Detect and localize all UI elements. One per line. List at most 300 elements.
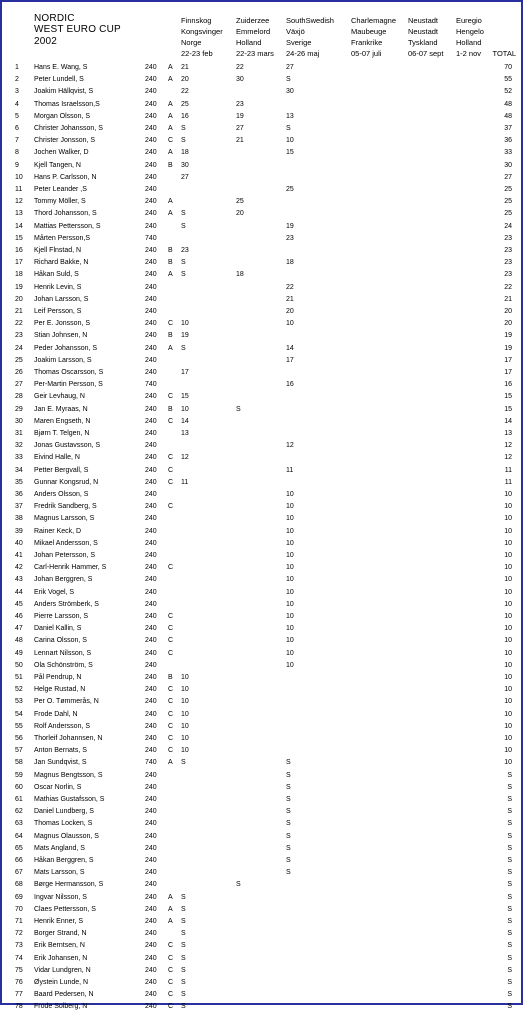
row-score-finnskog: 30 bbox=[181, 161, 189, 169]
row-rank: 38 bbox=[15, 515, 23, 523]
table-row bbox=[0, 953, 519, 965]
row-name: Erik Berntsen, N bbox=[34, 942, 85, 950]
row-class: 240 bbox=[145, 259, 157, 267]
row-rank: 73 bbox=[15, 942, 23, 950]
row-score-finnskog: 10 bbox=[181, 405, 189, 413]
row-total: 10 bbox=[504, 576, 512, 584]
row-rank: 40 bbox=[15, 539, 23, 547]
row-score-southswedish: S bbox=[286, 771, 291, 779]
row-class: 240 bbox=[145, 125, 157, 132]
row-class: 240 bbox=[145, 576, 157, 584]
row-class: 240 bbox=[145, 161, 157, 169]
row-name: Daniel Lundberg, S bbox=[34, 808, 94, 816]
table-row bbox=[0, 330, 519, 342]
row-score-finnskog: 12 bbox=[181, 454, 189, 462]
row-name: Mikael Andersson, S bbox=[34, 539, 98, 547]
row-name: Johan Berggren, S bbox=[34, 576, 93, 584]
row-name: Leif Persson, S bbox=[34, 308, 82, 315]
row-total: 10 bbox=[504, 649, 512, 657]
row-total: 13 bbox=[504, 430, 512, 437]
row-total: 12 bbox=[504, 442, 512, 450]
row-score-southswedish: 18 bbox=[286, 259, 294, 267]
row-class: 240 bbox=[145, 735, 157, 742]
row-name: Per E. Jonsson, S bbox=[34, 320, 91, 328]
row-class: 240 bbox=[145, 430, 157, 437]
row-score-southswedish: 10 bbox=[286, 320, 294, 328]
row-name: Håkan Suld, S bbox=[34, 271, 79, 279]
event-header-line: 06-07 sept bbox=[408, 49, 444, 58]
row-rank: 33 bbox=[15, 454, 23, 462]
event-header-line: Neustadt bbox=[408, 16, 439, 25]
row-rank: 77 bbox=[15, 991, 23, 999]
row-class: 240 bbox=[145, 417, 157, 425]
row-name: Christer Jonsson, S bbox=[34, 137, 96, 145]
row-rank: 78 bbox=[15, 1003, 23, 1011]
row-class: 240 bbox=[145, 625, 157, 633]
table-row bbox=[0, 989, 519, 1001]
table-row bbox=[0, 196, 519, 208]
row-total: 20 bbox=[504, 320, 512, 328]
row-class: 740 bbox=[145, 234, 157, 242]
table-row bbox=[0, 111, 519, 123]
event-header-6 bbox=[456, 15, 484, 59]
row-group: A bbox=[168, 271, 173, 279]
table-row bbox=[0, 489, 519, 501]
row-total: 10 bbox=[504, 747, 512, 755]
row-score-finnskog: 10 bbox=[181, 674, 189, 681]
row-name: Henrik Levin, S bbox=[34, 283, 82, 291]
table-row bbox=[0, 184, 519, 196]
row-rank: 7 bbox=[15, 137, 19, 145]
row-total: 12 bbox=[504, 454, 512, 462]
row-class: 240 bbox=[145, 112, 157, 120]
row-score-finnskog: 23 bbox=[181, 247, 189, 254]
row-name: Petter Bergvall, S bbox=[34, 466, 89, 474]
row-score-finnskog: S bbox=[181, 966, 186, 974]
event-header-line: Holland bbox=[456, 38, 482, 47]
event-header-line: Norge bbox=[181, 38, 202, 47]
row-name: Fredrik Sandberg, S bbox=[34, 503, 97, 511]
row-score-southswedish: 21 bbox=[286, 295, 294, 303]
row-class: 240 bbox=[145, 918, 157, 925]
row-score-finnskog: 10 bbox=[181, 320, 189, 328]
row-group: A bbox=[168, 893, 173, 901]
row-group: C bbox=[168, 722, 174, 730]
row-score-southswedish: 11 bbox=[286, 466, 294, 474]
table-row bbox=[0, 635, 519, 647]
table-row bbox=[0, 135, 519, 147]
row-name: Daniel Kallin, S bbox=[34, 625, 82, 633]
row-rank: 10 bbox=[15, 173, 23, 181]
row-rank: 5 bbox=[15, 112, 19, 120]
row-rank: 37 bbox=[15, 503, 23, 511]
table-row bbox=[0, 623, 519, 635]
row-class: 240 bbox=[145, 405, 157, 413]
row-name: Richard Bakke, N bbox=[34, 259, 89, 267]
row-total: S bbox=[507, 796, 512, 803]
row-group: C bbox=[168, 1003, 174, 1011]
row-class: 240 bbox=[145, 893, 157, 901]
table-row bbox=[0, 1001, 519, 1013]
event-header-line: Emmelord bbox=[236, 27, 271, 36]
row-name: Erik Johansen, N bbox=[34, 954, 88, 962]
row-score-finnskog: S bbox=[181, 137, 186, 145]
row-rank: 58 bbox=[15, 759, 23, 767]
row-class: 240 bbox=[145, 600, 157, 608]
row-score-southswedish: S bbox=[286, 844, 291, 852]
row-rank: 32 bbox=[15, 442, 23, 450]
row-score-finnskog: 13 bbox=[181, 430, 189, 437]
table-row bbox=[0, 818, 519, 830]
row-class: 240 bbox=[145, 613, 157, 620]
row-score-southswedish: 20 bbox=[286, 308, 294, 315]
row-class: 240 bbox=[145, 783, 157, 791]
row-score-finnskog: 14 bbox=[181, 417, 189, 425]
row-name: Anton Bernats, S bbox=[34, 747, 87, 755]
table-row bbox=[0, 257, 519, 269]
row-rank: 48 bbox=[15, 637, 23, 645]
row-rank: 27 bbox=[15, 381, 23, 389]
table-row bbox=[0, 355, 519, 367]
row-score-southswedish: S bbox=[286, 783, 291, 791]
table-row bbox=[0, 587, 519, 599]
row-rank: 53 bbox=[15, 698, 23, 706]
row-class: 240 bbox=[145, 210, 157, 218]
row-name: Jochen Walker, D bbox=[34, 149, 89, 157]
row-score-southswedish: 10 bbox=[286, 637, 294, 645]
event-header-line: Zuiderzee bbox=[236, 16, 270, 25]
row-score-southswedish: 25 bbox=[286, 186, 294, 193]
row-score-southswedish: 17 bbox=[286, 356, 294, 364]
row-class: 240 bbox=[145, 503, 157, 511]
table-row bbox=[0, 379, 519, 391]
row-group: C bbox=[168, 417, 174, 425]
row-total: 22 bbox=[504, 283, 512, 291]
row-group: A bbox=[168, 100, 173, 108]
table-row bbox=[0, 318, 519, 330]
row-name: Mårten Persson,S bbox=[34, 234, 91, 242]
row-name: Frode Dahl, N bbox=[34, 710, 78, 718]
row-group: B bbox=[168, 259, 173, 267]
row-name: Maren Engseth, N bbox=[34, 417, 91, 425]
row-rank: 30 bbox=[15, 417, 23, 425]
table-row bbox=[0, 831, 519, 843]
table-row bbox=[0, 538, 519, 550]
row-rank: 9 bbox=[15, 161, 19, 169]
row-name: Thomas Oscarsson, S bbox=[34, 369, 104, 376]
row-class: 240 bbox=[145, 930, 157, 938]
row-class: 240 bbox=[145, 710, 157, 718]
table-row bbox=[0, 221, 519, 233]
row-class: 240 bbox=[145, 991, 157, 999]
row-rank: 66 bbox=[15, 857, 23, 864]
row-class: 240 bbox=[145, 539, 157, 547]
row-score-southswedish: 10 bbox=[286, 600, 294, 608]
row-class: 240 bbox=[145, 478, 157, 486]
event-header-line: SouthSwedish bbox=[286, 16, 334, 25]
row-class: 240 bbox=[145, 369, 157, 376]
row-rank: 14 bbox=[15, 222, 23, 230]
event-header-line: 22-23 feb bbox=[181, 49, 213, 58]
table-row bbox=[0, 147, 519, 159]
row-group: C bbox=[168, 625, 174, 633]
table-row bbox=[0, 648, 519, 660]
row-name: Hans P. Carlsson, N bbox=[34, 173, 97, 181]
row-score-southswedish: 27 bbox=[286, 64, 294, 71]
row-rank: 36 bbox=[15, 491, 23, 498]
row-rank: 43 bbox=[15, 576, 23, 584]
row-class: 240 bbox=[145, 832, 157, 840]
row-name: Jan E. Myraas, N bbox=[34, 405, 88, 413]
row-total: S bbox=[507, 857, 512, 864]
table-row bbox=[0, 428, 519, 440]
row-score-finnskog: 16 bbox=[181, 112, 189, 120]
row-rank: 18 bbox=[15, 271, 23, 279]
row-score-finnskog: S bbox=[181, 942, 186, 950]
row-total: 25 bbox=[504, 186, 512, 193]
row-group: A bbox=[168, 210, 173, 218]
table-row bbox=[0, 684, 519, 696]
row-total: 10 bbox=[504, 491, 512, 498]
table-row bbox=[0, 367, 519, 379]
row-score-southswedish: S bbox=[286, 76, 291, 84]
table-row bbox=[0, 782, 519, 794]
page-title bbox=[34, 13, 121, 47]
row-score-finnskog: S bbox=[181, 271, 186, 279]
row-total: S bbox=[507, 918, 512, 925]
row-name: Mattias Pettersson, S bbox=[34, 222, 101, 230]
row-score-southswedish: 22 bbox=[286, 283, 294, 291]
row-rank: 59 bbox=[15, 771, 23, 779]
row-group: C bbox=[168, 393, 174, 401]
row-group: C bbox=[168, 966, 174, 974]
row-score-southswedish: 10 bbox=[286, 137, 294, 145]
row-score-zuiderzee: 21 bbox=[236, 137, 244, 145]
row-group: C bbox=[168, 478, 174, 486]
row-total: 23 bbox=[504, 234, 512, 242]
row-score-finnskog: 27 bbox=[181, 173, 189, 181]
row-group: C bbox=[168, 979, 174, 986]
row-class: 240 bbox=[145, 76, 157, 84]
row-score-finnskog: S bbox=[181, 125, 186, 132]
table-row bbox=[0, 794, 519, 806]
row-class: 240 bbox=[145, 966, 157, 974]
row-rank: 50 bbox=[15, 661, 23, 669]
row-name: Geir Levhaug, N bbox=[34, 393, 85, 401]
row-class: 240 bbox=[145, 222, 157, 230]
row-group: A bbox=[168, 64, 173, 71]
row-group: B bbox=[168, 332, 173, 340]
row-rank: 39 bbox=[15, 527, 23, 535]
row-rank: 17 bbox=[15, 259, 23, 267]
row-score-finnskog: 10 bbox=[181, 747, 189, 755]
row-total: 30 bbox=[504, 161, 512, 169]
event-header-line: 1-2 nov bbox=[456, 49, 482, 58]
row-score-zuiderzee: 22 bbox=[236, 64, 244, 71]
row-group: A bbox=[168, 759, 173, 767]
row-rank: 49 bbox=[15, 649, 23, 657]
row-rank: 67 bbox=[15, 869, 23, 877]
row-score-southswedish: 13 bbox=[286, 112, 294, 120]
row-total: 17 bbox=[504, 356, 512, 364]
row-score-zuiderzee: 30 bbox=[236, 76, 244, 84]
event-header-2 bbox=[236, 15, 274, 59]
row-score-southswedish: 30 bbox=[286, 88, 294, 96]
table-row bbox=[0, 599, 519, 611]
row-score-southswedish: 15 bbox=[286, 149, 294, 157]
row-name: Ola Schönström, S bbox=[34, 661, 93, 669]
row-score-finnskog: 21 bbox=[181, 64, 189, 71]
row-name: Eivind Halle, N bbox=[34, 454, 80, 462]
row-class: 240 bbox=[145, 393, 157, 401]
row-rank: 23 bbox=[15, 332, 23, 340]
row-rank: 47 bbox=[15, 625, 23, 633]
row-rank: 65 bbox=[15, 844, 23, 852]
row-rank: 45 bbox=[15, 600, 23, 608]
row-class: 240 bbox=[145, 515, 157, 523]
row-rank: 8 bbox=[15, 149, 19, 157]
row-class: 240 bbox=[145, 137, 157, 145]
row-name: Joakim Hällqvist, S bbox=[34, 88, 94, 96]
row-name: Vidar Lundgren, N bbox=[34, 966, 91, 974]
row-class: 240 bbox=[145, 979, 157, 986]
row-name: Christer Johansson, S bbox=[34, 125, 103, 132]
table-row bbox=[0, 709, 519, 721]
row-rank: 21 bbox=[15, 308, 23, 315]
table-row bbox=[0, 465, 519, 477]
table-row bbox=[0, 74, 519, 86]
row-score-finnskog: S bbox=[181, 979, 186, 986]
row-group: B bbox=[168, 247, 173, 254]
row-group: A bbox=[168, 149, 173, 157]
table-row bbox=[0, 160, 519, 172]
row-total: S bbox=[507, 844, 512, 852]
row-name: Mathias Gustafsson, S bbox=[34, 796, 105, 803]
row-score-finnskog: 10 bbox=[181, 722, 189, 730]
event-header-line: Euregio bbox=[456, 16, 482, 25]
row-score-southswedish: 10 bbox=[286, 625, 294, 633]
row-total: 19 bbox=[504, 332, 512, 340]
row-score-zuiderzee: 19 bbox=[236, 112, 244, 120]
row-score-zuiderzee: S bbox=[236, 881, 241, 889]
row-class: 240 bbox=[145, 332, 157, 340]
row-score-finnskog: 20 bbox=[181, 76, 189, 84]
row-name: Anders Strömberk, S bbox=[34, 600, 99, 608]
row-class: 240 bbox=[145, 698, 157, 706]
row-rank: 4 bbox=[15, 100, 19, 108]
table-row bbox=[0, 343, 519, 355]
row-rank: 20 bbox=[15, 295, 23, 303]
row-rank: 12 bbox=[15, 198, 23, 206]
row-score-southswedish: 10 bbox=[286, 539, 294, 547]
row-name: Øystein Lunde, N bbox=[34, 979, 89, 986]
row-group: A bbox=[168, 76, 173, 84]
table-row bbox=[0, 574, 519, 586]
row-total: 10 bbox=[504, 625, 512, 633]
row-total: 11 bbox=[504, 466, 512, 474]
row-name: Peter Leander ,S bbox=[34, 186, 87, 193]
title-line-1: NORDIC bbox=[34, 13, 75, 24]
row-rank: 16 bbox=[15, 247, 23, 254]
row-name: Bjørn T. Telgen, N bbox=[34, 430, 90, 437]
table-row bbox=[0, 855, 519, 867]
row-class: 240 bbox=[145, 674, 157, 681]
row-group: A bbox=[168, 905, 173, 913]
row-total: 10 bbox=[504, 600, 512, 608]
row-total: 15 bbox=[504, 405, 512, 413]
row-rank: 42 bbox=[15, 564, 23, 572]
table-row bbox=[0, 757, 519, 769]
row-total: S bbox=[507, 808, 512, 816]
table-row bbox=[0, 843, 519, 855]
row-group: C bbox=[168, 942, 174, 950]
row-name: Magnus Bengtsson, S bbox=[34, 771, 103, 779]
row-total: 10 bbox=[504, 503, 512, 511]
row-total: 27 bbox=[504, 173, 512, 181]
row-group: A bbox=[168, 918, 173, 925]
row-score-southswedish: 16 bbox=[286, 381, 294, 389]
row-score-finnskog: 10 bbox=[181, 698, 189, 706]
row-score-southswedish: 10 bbox=[286, 576, 294, 584]
row-total: 37 bbox=[504, 125, 512, 132]
row-total: 10 bbox=[504, 661, 512, 669]
row-total: 48 bbox=[504, 100, 512, 108]
row-rank: 46 bbox=[15, 613, 23, 620]
row-score-finnskog: 10 bbox=[181, 735, 189, 742]
row-name: Joakim Larsson, S bbox=[34, 356, 92, 364]
row-total: 33 bbox=[504, 149, 512, 157]
row-total: 48 bbox=[504, 112, 512, 120]
row-total: 24 bbox=[504, 222, 512, 230]
row-class: 240 bbox=[145, 247, 157, 254]
row-rank: 55 bbox=[15, 722, 23, 730]
row-name: Anders Olsson, S bbox=[34, 491, 89, 498]
row-score-finnskog: 10 bbox=[181, 686, 189, 694]
row-score-southswedish: S bbox=[286, 869, 291, 877]
row-name: Børge Hermansson, S bbox=[34, 881, 104, 889]
row-total: S bbox=[507, 991, 512, 999]
row-name: Thomas Locken, S bbox=[34, 820, 93, 828]
row-score-zuiderzee: 25 bbox=[236, 198, 244, 206]
row-group: C bbox=[168, 564, 174, 572]
table-row bbox=[0, 660, 519, 672]
row-group: A bbox=[168, 112, 173, 120]
table-row bbox=[0, 977, 519, 989]
row-class: 240 bbox=[145, 588, 157, 596]
row-class: 240 bbox=[145, 149, 157, 157]
row-score-southswedish: 14 bbox=[286, 344, 294, 352]
row-total: 23 bbox=[504, 247, 512, 254]
row-name: Kjell Tangen, N bbox=[34, 161, 81, 169]
row-class: 240 bbox=[145, 686, 157, 694]
row-total: 70 bbox=[504, 64, 512, 71]
row-class: 240 bbox=[145, 527, 157, 535]
table-row bbox=[0, 965, 519, 977]
row-name: Erik Vogel, S bbox=[34, 588, 75, 596]
row-total: S bbox=[507, 954, 512, 962]
row-rank: 70 bbox=[15, 905, 23, 913]
row-score-finnskog: S bbox=[181, 759, 186, 767]
row-rank: 54 bbox=[15, 710, 23, 718]
row-total: S bbox=[507, 820, 512, 828]
row-score-finnskog: S bbox=[181, 210, 186, 218]
row-name: Lennart Nilsson, S bbox=[34, 649, 92, 657]
row-total: 17 bbox=[504, 369, 512, 376]
row-name: Pål Pendrup, N bbox=[34, 674, 82, 681]
row-rank: 19 bbox=[15, 283, 23, 291]
row-total: S bbox=[507, 771, 512, 779]
row-class: 240 bbox=[145, 649, 157, 657]
